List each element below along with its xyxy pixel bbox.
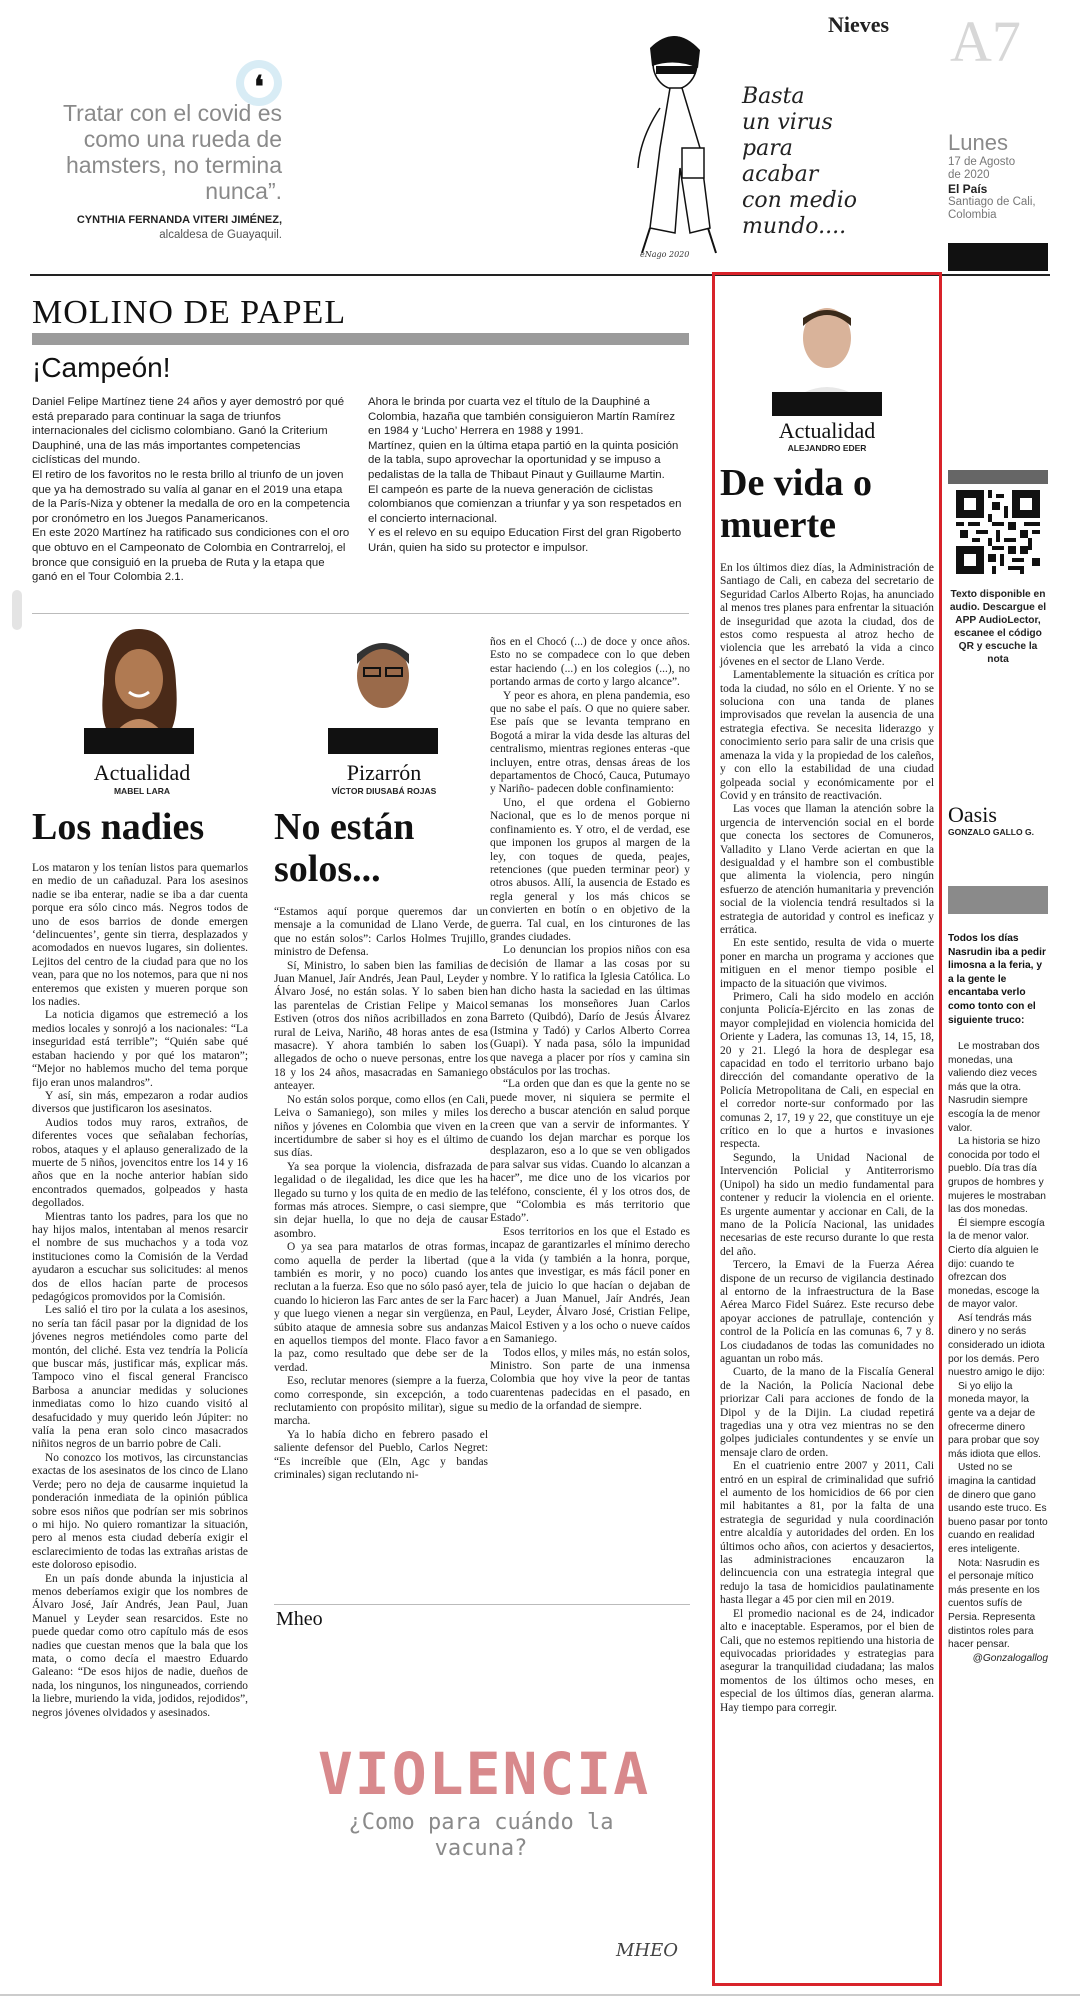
paragraph: No conozco los motivos, las circunstancias exactas de los asesinatos de los cinco de Llano Verde; pero no deja de causarme inquietud la ponderación inmediata de la opinión pública sobre esos niños que podrían ser mis sobrinos o mi hijo. No quiero romantizar la situación, pero al menos esta ciudad debería exigir el esclarecimiento de todas las extrañas aristas de este doloroso episodio. (32, 1451, 248, 1572)
author-black-bar (328, 728, 438, 754)
quote-text: Tratar con el covid es como una rueda de hamsters, no termina nunca”. (62, 100, 282, 204)
paragraph: La historia se hizo conocida por todo el pueblo. Día tras día grupos de hombres y mujeres le mostraban las dos monedas. (948, 1136, 1046, 1216)
column-author: VÍCTOR DIUSABÁ ROJAS (331, 786, 437, 796)
column-body-continued (490, 636, 690, 1414)
molino-section-title: MOLINO DE PAPEL (32, 294, 347, 331)
paragraph: Primero, Cali ha sido modelo en acción conjunta Policía-Ejército en las zonas de mayor complejidad en violencia homicida del Oriente y Ladera, las comunas 13, 14, 15, 18, 20 y 21. Llegó la hora de desplegar esa capacidad en todo el territorio urbano bajo dirección del comandante operativo de la Policía Metropolitana de Cali, en especial en el corredor norte-sur conformado por las comunas 2, 17, 19 y 22, que constituye un eje crítico en lo que a hurtos e invasiones respecta. (720, 991, 934, 1151)
paragraph: Si yo elijo la moneda mayor, la gente va a dejar de ofrecerme dinero para probar que soy más idiota que ellos. (948, 1380, 1041, 1460)
molino-title-bar (32, 333, 689, 345)
paragraph: Y peor es ahora, en plena pandemia, eso que no sabe el país. O que no quiere saber. Ese país que se levanta temprano en Bogotá a mirar la vida desde las alturas del centralismo, mientras regiones enteras -que incluyen, entre otras, densas áreas de los departamentos de Chocó, Cauca, Putumayo y Nariño- padecen doble confinamiento: (490, 689, 690, 796)
quote-author: CYNTHIA FERNANDA VITERI JIMÉNEZ, (76, 214, 282, 226)
oasis-title: Oasis (948, 802, 997, 827)
paragraph: “Estamos aquí porque queremos dar un mensaje a la comunidad de Llano Verde, de que no están solos”: Carlos Holmes Trujillo, ministro de Defensa. (274, 906, 488, 959)
paragraph: En este sentido, resulta de vida o muerte poner en marcha un programa y acciones que mitiguen en el menor tiempo posible el impacto de la situación que vivimos. (720, 937, 934, 990)
paragraph: Lo denuncian los propios niños con esa decisión de llamar a las cosas por su nombre. Y lo ratifica la Iglesia Católica. Lo han dicho hasta la saciedad en las últimas semanas los monseñores Juan Carlos Barreto (Quibdó), Darío de Jesús Álvarez (Istmina y Tadó) y Carlos Alberto Correa (Guapi). Y nada pasa, sólo la impunidad que navega a placer por ríos y camina sin obstáculos por las trochas. (490, 944, 690, 1077)
section-name: Nieves (828, 12, 890, 37)
paragraph: Las voces que llaman la atención sobre la urgencia de intervención social en el borde que conecta los sectores de Comuneros, Valladito y Llano Verde aciertan en que la desigualdad y el hambre son el combustible que alimenta la violencia, pero ningún esfuerzo de atención humanitaria y prevención social de la violencia tendrá resultados si la estrategia de autoridad y control es ineficaz y errática. (720, 803, 934, 936)
molino-col1: Daniel Felipe Martínez tiene 24 años y ayer demostró por qué está preparado para continuar la saga de triunfos internacionales del ciclismo colombiano. Ganó la Criterium Dauphiné, una de las más importantes competencias ciclísticas del mundo. El retiro de los favoritos no le resta brillo al triunfo de un joven que ya ha demostrado su valía al ganar en el 2019 una etapa de la París-Niza y obtener la medalla de oro en la competencia por cronómetro en los Juegos Panamericanos. En este 2020 Martínez ha ratificado sus condiciones con el oro que obtuvo en el Campeonato de Colombia en Contrarreloj, el bronce que consiguió en la prueba de Ruta y la etapa que ganó en el Tour Colombia 2.1. (32, 396, 350, 584)
paragraph: En un país donde abunda la injusticia al menos deberíamos exigir que los nombres de Álvaro José, Jaír Andrés, Jean Paul, Juan Manuel y Leyder sean resarcidos. Este no puede quedar como otro capítulo más de esos nadies que cuestan menos que la bala que los mata, o como decía el maestro Eduardo Galeano: “De esos hijos de nadie, dueños de nada, los ningunos, los ninguneados, corriendo la liebre, muriendo la vida, jodidos, rejodidos”, negros jóvenes olvidados y asesinados. (32, 1572, 248, 1719)
paragraph: En los últimos diez días, la Administración de Santiago de Cali, en cabeza del secretario de Seguridad Carlos Alberto Rojas, ha anunciado al menos tres planes para enfrentar la situación de inseguridad que azota la ciudad, dos de estos como respuesta al atroz hecho de violencia que les arrebató la vida a cinco jóvenes en el sector de Llano Verde. (720, 562, 934, 668)
paragraph: Y así, sin más, empezaron a rodar audios diversos que justificaron los asesinatos. (32, 1089, 248, 1116)
paragraph: La noticia digamos que estremeció a los medios locales y sonrojó a los nacionales: “La inseguridad está terrible”; “Quién sabe qué estaban haciendo y por qué los mataron”; “Mejor no hablemos mucho del tema porque fijo eran unos malandros”. (32, 1009, 248, 1089)
author-black-bar (772, 392, 882, 416)
paragraph: ños en el Chocó (...) de doce y once años. Esto no se compadece con lo que deben estar haciendo (...) en los colegios (...), no portando armas de corto y largo alcance”. (490, 636, 690, 689)
paragraph: Esos territorios en los que el Estado es incapaz de garantizarles el mínimo derecho a la vida (y también a la honra, porque, antes que investigar, es más fácil poner en tela de juicio lo que hacían o dejaban de hacer) a Juan Manuel, Jaír Andrés, Jean Paul, Leyder, Álvaro José, Cristian Felipe, Maicol Estiven y a los ocho o nueve caídos en Samaniego. (490, 1225, 690, 1346)
paragraph: Él siempre escogía la de menor valor. Cierto día alguien le dijo: cuando te ofrezcan dos monedas, escoge la de mayor valor. (948, 1217, 1045, 1311)
molino-divider (32, 613, 689, 614)
paragraph: Cuarto, de la mano de la Fiscalía General de la Nación, la Policía Nacional debe priorizar Cali para acciones de fondo de la Dipol y de la Dijin. La ciudad repetirá tragedias una y otra vez mientras no se den golpes judiciales contundentes y se envíe un mensaje claro de orden. (720, 1366, 934, 1459)
paragraph: Todos ellos, y miles más, no están solos, Ministro. Son parte de una inmensa Colombia que hoy vive la peor de tantas cuarentenas padecidas en el pasado, en medio de la orfandad de siempre. (490, 1346, 690, 1413)
violence-cartoon (276, 1640, 690, 1980)
column-headline: Los nadies (32, 806, 205, 848)
paragraph: Mientras tanto los padres, para los que no hay hijos malos, intentaban al menos resarcir el nombre de sus muchachos y a toda voz instituciones como la Comisión de la Verdad ayudaron a escuchar sus solicitudes: al menos dos de ellos hacían parte de procesos pedagógicos promovidos por la Comisión. (32, 1210, 248, 1303)
paragraph: Ya lo había dicho en febrero pasado el saliente defensor del Pueblo, Carlos Negret: “Es increíble que (Eln, Agc y bandas criminales) sigan reclutando ni- (274, 1428, 488, 1482)
quote-icon: ❛ (236, 60, 282, 106)
paragraph: Sí, Ministro, lo saben bien las familias de Juan Manuel, Jaír Andrés, Jean Paul, Leyder y Álvaro José, no están solas. Y lo saben bien las parentelas de Cristian Felipe y Maicol Estiven (otros dos niños acribillados en zona rural de Leiva, Nariño, 48 horas antes de esa masacre). Y ahora también lo saben los allegados de ocho o nueve personas, entre los 18 y los 24 años, masacradas en Samaniego anteayer. (274, 959, 488, 1093)
molino-col2: Ahora le brinda por cuarta vez el título de la Dauphiné a Colombia, hazaña que también consiguieron Martín Ramírez en 1984 y ‘Lucho’ Herrera en 1988 y 1991. Martínez, quien en la última etapa partió en la quinta posición de la tabla, supo aprovechar la oportunidad y se impuso a pedalistas de la talla de Thibaut Pinaut y Guillaume Martin. El campeón es parte de la nueva generación de ciclistas colombianos que comienzan a triunfar y ya son respetados en el concierto internacional. Y es el relevo en su equipo Education First del gran Rigoberto Urán, quien ha sido su protector e impulsor. (368, 396, 682, 554)
sidebar-grey-bar (948, 470, 1048, 484)
oasis-handle: @Gonzalogallog (972, 1652, 1048, 1664)
molino-headline: ¡Campeón! (32, 352, 171, 383)
audio-note: Texto disponible en audio. Descargue el APP AudioLector, escanee el código QR y escuche la nota (949, 589, 1047, 665)
column-body (274, 906, 488, 1482)
paragraph: Usted no se imagina la cantidad de dinero que gano usando este truco. Es bueno pasar por tonto cuando en realidad eres inteligente. (948, 1462, 1048, 1555)
quote-role: alcaldesa de Guayaquil. (159, 229, 282, 241)
oasis-body (948, 1040, 1048, 1665)
paragraph: Eso, reclutar menores (siempre a la fuerza, como corresponde, sin excepción, a todo reclutamiento con propósito militar), sigue su marcha. (274, 1375, 488, 1428)
column-kicker: Actualidad (778, 418, 876, 443)
cartoon-word: VIOLENCIA (317, 1740, 651, 1808)
cartoon-signature: eNago 2020 (640, 250, 690, 259)
paragraph: “La orden que dan es que la gente no se puede mover, ni siquiera se permite el derecho a buscar atención en salud porque creen que van a servir de informantes. Y cuando los dejan marchar es porque los desplazaron, eso a lo que se ven obligados para salvar sus vidas. Cuando lo alcanzan a hacer”, me dice uno de los vicarios por teléfono, consciente, él y los otros dos, de que “Colombia es más territorio que Estado”. (490, 1078, 690, 1225)
scroll-handle[interactable] (12, 590, 22, 630)
top-cartoon (620, 28, 910, 268)
column-author: ALEJANDRO EDER (787, 443, 867, 453)
cartoon-handwriting-line: Basta (742, 84, 805, 109)
paragraph: No están solos porque, como ellos (en Cali, Leiva o Samaniego), son miles y miles los niños y jóvenes en Colombia que viven en la incertidumbre de saber si hoy es el último de sus días. (274, 1093, 488, 1160)
paragraph: Nota: Nasrudin es el personaje mítico más presente en los cuentos sufís de Persia. Representa distintos roles para hacer pensar. (948, 1557, 1040, 1651)
cartoon-signature: MHEO (616, 1940, 679, 1961)
column-author: MABEL LARA (113, 786, 171, 796)
cartoon-title: Mheo (276, 1608, 323, 1630)
oasis-grey-bar (948, 886, 1048, 914)
cartoon-handwriting-line: mundo.... (742, 214, 847, 239)
column-kicker: Pizarrón (346, 760, 422, 785)
column-headline: No están solos... (274, 806, 415, 890)
day-label: Lunes (948, 130, 1008, 155)
date-block (948, 130, 1068, 222)
column-kicker: Actualidad (93, 760, 191, 785)
cartoon-handwriting-line: con medio (742, 188, 857, 213)
paragraph: Tercero, la Emavi de la Fuerza Aérea dispone de un recurso de vigilancia destinado al entorno de la infraestructura de la Base Aérea Marco Fidel Suárez. Este recurso debe apoyar acciones de patrullaje, contención y control de la Policía en las comunas 6, 7 y 8. Los ciudadanos de todas las comunidades no aguantan un robo más. (720, 1259, 934, 1365)
paragraph: Uno, el que ordena el Gobierno Nacional, que es lo de menos porque ni confinamiento es. Y otro, el de verdad, ese que imponen los grupos al margen de la ley, con toques de queda, peajes, retenciones (que pueden terminar peor) y otros abusos. Allí, la ausencia de Estado es regla general y los más chicos se convierten en botín o en objetivo de la guerra. Tal cual, en los cinturones de las grandes ciudades. (490, 796, 690, 943)
cartoon-caption: ¿Como para cuándo la vacuna? (348, 1810, 614, 1861)
page-number: A7 (950, 9, 1021, 74)
paragraph: El promedio nacional es de 24, indicador alto e inaceptable. Esperamos, por el bien de Cali, que no estemos repitiendo una historia de equivocadas prioridades y estrategias para asegurar la tranquilidad ciudadana; las malos momentos de los últimos ocho meses, en especial de los últimos días, generan alarma. Hay tiempo para corregir. (720, 1607, 934, 1714)
paper-name: El País (948, 182, 988, 196)
oasis-author: GONZALO GALLO G. (948, 827, 1034, 837)
qr-code[interactable] (956, 490, 1040, 574)
cartoon-handwriting-line: un virus (742, 110, 833, 135)
paragraph: O ya sea para matarlos de otras formas, como aquella de perder la libertad (que también es morir, y no poco) cuando los reclutan a la fuerza. Eso que no sólo pasó ayer, cuando lo hicieron las Farc antes de ser la Farc y que luego vienen a negar sin vergüenza, en súbito ataque de amnesia sobre sus andanzas en aquellos tiempos del monte. Flaco favor a la paz, como resultado que debe ser de la verdad. (274, 1241, 488, 1374)
column-body (32, 862, 248, 1720)
paragraph: Así tendrás más dinero y no serás considerado un idiota por los demás. Pero nuestro amigo le dijo: (948, 1312, 1045, 1379)
column-headline: De vida o muerte (720, 462, 872, 546)
avatar (772, 288, 882, 408)
paragraph: Audios todos muy raros, extraños, de diferentes voces que señalaban fechorías, robos, ataques y el aplauso generalizado de la muerte de 5 niños, jovencitos entre los 14 y 16 años que en la noche anterior habían sido encontrados quemados, golpeados y hasta degollados. (32, 1116, 248, 1210)
paragraph: Segundo, la Unidad Nacional de Intervención Policial y Antiterrorismo (Unipol) ha sido un medio fundamental para contener y reducir la violencia en el oriente. Es urgente aumentar y accionar en Cali, de la mano de la Policía Nacional, las unidades necesarias de este recurso durante lo que resta del año. (720, 1151, 934, 1258)
cartoon-handwriting-line: acabar (742, 162, 819, 187)
date-label: 17 de Agosto de 2020 (948, 156, 1016, 181)
cartoon-handwriting-line: para (742, 136, 793, 161)
paragraph: Les salió el tiro por la culata a los asesinos, no sería tan fácil pasar por la dignidad de los jóvenes negros metiéndoles como parte del montón, del cliché. Esta vez tendría la Policía que buscar más, justificar más, explicar más. Tampoco vino el fiscal general Francisco Barbosa a anunciar medidas y soluciones inmediatas como lo hizo cuando visitó al desafucidado y muy querido león Júpiter: no valía la pena eran solo cinco masacrados niñitos negros de un barrio pobre de Cali. (32, 1304, 248, 1451)
location-label: Santiago de Cali, Colombia (948, 196, 1036, 221)
column-body (720, 562, 934, 1715)
oasis-intro: Todos los días Nasrudin iba a pedir limosna a la feria, y a la gente le encantaba verlo como tonto con el siguiente truco: (948, 933, 1046, 1026)
paragraph: Los mataron y los tenían listos para quemarlos en medio de un cañaduzal. Para los asesinos nadie se iba enterar, nadie se iba a dar cuenta porque era sólo cinco más. Negros todos de uno de esos barrios de donde emergen ‘delincuentes’, gente sin tierra, desplazados y acomodados en nuevos lugares, sin dolientes. Lejitos del centro de la ciudad para que no los vean, para que no los notemos, para que ni nos enteremos que existen y mueren porque son los nadies. (32, 862, 248, 1009)
footer-divider (0, 1994, 1080, 1996)
header-black-bar (948, 243, 1048, 271)
author-black-bar (84, 728, 194, 754)
mheo-divider (274, 1604, 690, 1605)
paragraph: En el cuatrienio entre 2007 y 2011, Cali entró en un espiral de criminalidad que sufrió el aumento de los homicidios de 66 por cien mil habitantes a 81, por la falta de una estrategia de seguridad y nula coordinación entre alcaldía y autoridades del orden. En los últimos ocho años, con aciertos y desaciertos, las administraciones encauzaron la delincuencia con una estrategia integral que redujo la tasa de homicidios paulatinamente hasta llegar a 45 por cien mil en 2019. (720, 1460, 934, 1607)
paragraph: Ya sea porque la violencia, disfrazada de legalidad o de ilegalidad, les dice que les ha llegado su turno y los quita de en medio de las formas más atroces. Siempre, o casi siempre, sin dejar huella, lo que no deja de causar asombro. (274, 1160, 488, 1240)
paragraph: Le mostraban dos monedas, una valiendo diez veces más que la otra. Nasrudin siempre escogía la de menor valor. (948, 1041, 1041, 1134)
paragraph: Lamentablemente la situación es crítica por toda la ciudad, no sólo en el Oriente. Y no se soluciona con una tanda de planes improvisados que revelan la ausencia de una estrategia efectiva. Se necesita liderazgo y conocimiento serio para salir de una crisis que amenaza la vida y la propiedad de los caleños, y con ello la estabilidad de una ciudad golpeada social y económicamente por el Covid y en tránsito de reactivación. (720, 669, 934, 802)
